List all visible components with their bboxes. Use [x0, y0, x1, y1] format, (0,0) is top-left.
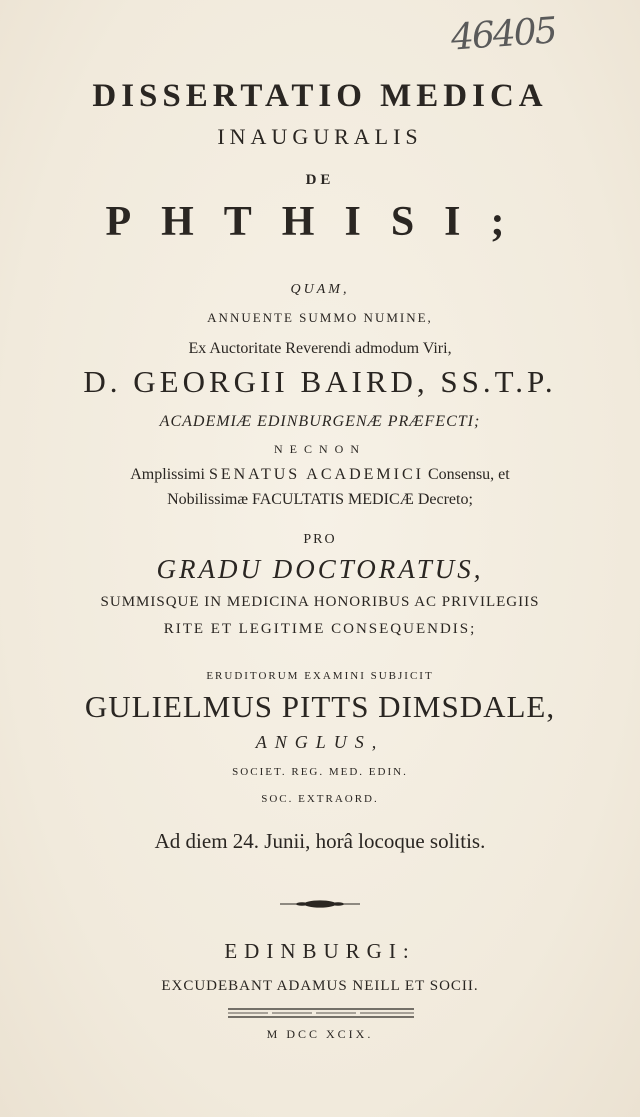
georgii-baird-line: D. GEORGII BAIRD, SS.T.P.	[83, 364, 557, 399]
handwritten-shelfmark: 46405	[450, 10, 558, 59]
academiae-line: ACADEMIÆ EDINBURGENÆ PRÆFECTI;	[159, 413, 481, 430]
societ-line: SOCIET. REG. MED. EDIN.	[232, 766, 408, 778]
imprint-printer: EXCUDEBANT ADAMUS NEILL ET SOCII.	[161, 978, 479, 994]
annuente-line: ANNUENTE SUMMO NUMINE,	[207, 310, 433, 325]
imprint-date: M DCC XCIX.	[266, 1027, 374, 1041]
title-subject: PHTHISI;	[105, 199, 535, 245]
amplissimi-line	[0, 466, 640, 484]
author-nationality: ANGLUS,	[255, 732, 385, 752]
title-line-2: INAUGURALIS	[217, 124, 423, 149]
title-line-1: DISSERTATIO MEDICA	[92, 78, 548, 114]
summisque-line: SUMMISQUE IN MEDICINA HONORIBUS AC PRIVILEGIIS	[100, 594, 540, 610]
ad-diem-line: Ad diem 24. Junii, horâ locoque solitis.	[154, 829, 486, 853]
quam-line: QUAM,	[290, 282, 350, 297]
necnon-line: NECNON	[274, 442, 366, 456]
gradu-doctoratus-line: GRADU DOCTORATUS,	[156, 554, 484, 584]
double-rule-divider	[228, 1005, 414, 1021]
soc-extraord-line: SOC. EXTRAORD.	[261, 793, 379, 805]
rite-line: RITE ET LEGITIME CONSEQUENDIS;	[163, 621, 477, 637]
auctoritate-line: Ex Auctoritate Reverendi admodum Viri,	[188, 340, 452, 357]
title-de: DE	[305, 172, 335, 188]
amplissimi-prefix: Amplissimi	[130, 466, 205, 483]
pro-line: PRO	[303, 532, 337, 547]
author-name: GULIELMUS PITTS DIMSDALE,	[84, 689, 556, 724]
amplissimi-suffix: Consensu, et	[427, 466, 510, 483]
nobilissimae-line: Nobilissimæ FACULTATIS MEDICÆ Decreto;	[167, 491, 473, 508]
printers-ornament	[280, 898, 360, 910]
imprint-place: EDINBURGI:	[224, 939, 416, 963]
senatus-academici: SENATUS ACADEMICI	[208, 466, 424, 483]
eruditorum-line: ERUDITORUM EXAMINI SUBJICIT	[206, 670, 434, 682]
